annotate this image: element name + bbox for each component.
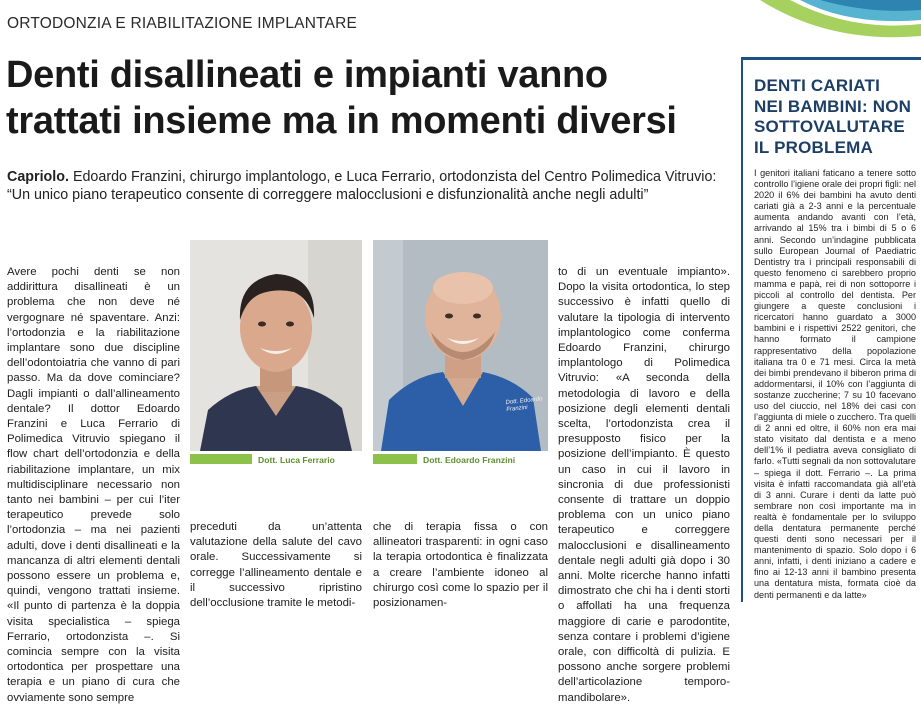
article-headline <box>6 52 736 144</box>
sidebar-title <box>754 76 914 158</box>
sidebar-title-line-1: DENTI CARIATI <box>754 76 880 95</box>
column-3-text: che di terapia fissa o con allineatori trasparenti: in ogni caso la terapia ortodontica è finalizzata a creare l’ambiente idoneo al chirurgo così come lo spazio per il posizionamen- <box>373 521 548 610</box>
sidebar-title-line-4: IL PROBLEMA <box>754 137 874 157</box>
sidebar-title-line-2: NEI BAMBINI: NON <box>754 96 912 116</box>
article-column-1 <box>7 265 180 704</box>
article-column-4 <box>558 265 730 704</box>
sidebar-body-text: I genitori italiani faticano a tenere sotto controllo l’igiene orale dei propri figli: nel 2020 il 6% dei bambini ha avuto denti cariati già a 2-3 anni e la percentuale aumenta andando avanti con l’età, arrivando al 15% tra i bimbi di 5 o 6 anni. Secondo un’indagine pubblicata sullo European Journal of Paediatric Dentistry tra i principali responsabili di questo fenomeno ci sarebbero proprio mamma e papà, rei di non sottoporre i piccoli al controllo del dentista. Per giungere a queste conclusioni i ricercatori hanno guardato a 3000 bambini e i rispettivi 2522 genitori, che hanno formato il campione rappresentativo della popolazione italiana tra 0 e 71 mesi. Circa la metà dei bimbi prendevano il biberon prima di addormentarsi, il 10% con l’aggiunta di sostanze zuccherine; 7 su 10 facevano uso del ciuccio, nel 18% dei casi con l’aggiunta di miele o zucchero. Tra quelli di 2 anni ed oltre, il 60% non era mai stato visitato dal dentista e a meno dell’1% il pediatra aveva consigliato di farlo. «Tutti segnali da non sottovalutare – spiega il dott. Ferrario –. La prima visita è infatti raccomandata già all’età di 3 anni. Curare i denti da latte può sembrare non così importante ma in realtà è fondamentale per lo sviluppo della dentatura permanente perché questi denti sono necessari per il mantenimento di spazio. Solo dopo i 6 anni, infatti, i denti iniziano a cadere e fino ai 12-13 anni il bambino presenta una dentatura mista, formata cioè da denti permanenti e da latte» <box>754 168 916 600</box>
headline-line-2: trattati insieme ma in momenti diversi <box>6 100 677 142</box>
portrait-left-illustration <box>190 240 362 451</box>
sidebar-title-line-3: SOTTOVALUTARE <box>754 117 905 136</box>
lead-line-2: “Un unico piano terapeutico consente di correggere malocclusioni e disfunzionalità anche negli adulti” <box>7 187 649 203</box>
caption-edoardo-franzini: Dott. Edoardo Franzini <box>423 455 516 465</box>
headline-line-1: Denti disallineati e impianti vanno <box>6 54 608 96</box>
caption-bar-left <box>190 454 252 464</box>
lead-place: Capriolo. <box>7 169 69 185</box>
column-1-text: Avere pochi denti se non addirittura disallineati è un problema che non deve né vergognare né spaventare. Anzi: l’ortodonzia e la riabilitazione implantare sono due discipline dell’odontoiatria che vanno di pari passo. Ma da dove cominciare? Dagli impianti o dall’allineamento dentale? Il dottor Edoardo Franzini e Luca Ferrario di Polimedica Vitruvio spiegano il flow chart dell’ortodonzia e della riabilitazione implantare, un mix multidisciplinare necessario non tanto nei bambini – per cui l’iter terapeutico prevede solo l’ortodonzia – ma nei pazienti adulti, dove i denti disallineati e la mancanza di altri elementi dentali possono essere un problema e, quindi, vengono trattati insieme. «Il punto di partenza è la doppia visita specialistica – spiega Ferrario, ortodonzista –. Si comincia sempre con la visita ortodontica per prospettare una terapia e un piano di cura che ovviamente sono sempre <box>7 266 180 704</box>
column-4-text: to di un eventuale impianto». Dopo la visita ortodontica, lo step successivo è infatti quello di valutare la tipologia di intervento implantologico come conferma Edoardo Franzini, chirurgo implantologo di Polimedica Vitruvio: «A seconda della metodologia di lavoro e della posizione degli elementi dentali scelta, l’ortodonzista crea il presupposto fisico per la posizione dell’impianto. È questo un caso in cui il lavoro in sincronia di due professionisti consente di trattare un doppio problema con un unico piano terapeutico e correggere malocclusioni e disallineamento dentale negli adulti già dopo i 30 anni. Molte ricerche hanno infatti dimostrato che chi ha i denti storti o affollati ha una frequenza maggiore di carie e parodontite, senza contare i problemi d’igiene orale, con difficoltà di pulizia. E possono anche sorgere problemi dell’articolazione temporo-mandibolare». <box>558 266 730 704</box>
article-column-2 <box>190 520 362 610</box>
photo-luca-ferrario <box>190 240 362 451</box>
caption-luca-ferrario: Dott. Luca Ferrario <box>258 455 335 465</box>
portrait-right-illustration <box>373 240 548 451</box>
lead-line-1 <box>7 168 737 186</box>
lead-line-1-text: Edoardo Franzini, chirurgo implantologo, e Luca Ferrario, ortodonzista del Centro Polimedica Vitruvio: <box>68 169 717 185</box>
section-label: ORTODONZIA E RIABILITAZIONE IMPLANTARE <box>7 15 358 32</box>
article-lead <box>7 168 737 204</box>
sidebar-body <box>754 168 916 600</box>
sidebar-top-rule <box>741 57 921 60</box>
decorative-wave-graphic <box>760 0 921 58</box>
caption-bar-right <box>373 454 417 464</box>
article-column-3 <box>373 520 548 610</box>
photo-edoardo-franzini <box>373 240 548 451</box>
sidebar-left-rule <box>741 57 743 602</box>
scrubs-embroidery: Dott. Edoardo Franzini <box>505 396 543 414</box>
column-2-text: preceduti da un’attenta valutazione della salute del cavo orale. Successivamente si corregge l’allineamento dentale e il successivo ripristino dell’occlusione tramite le metodi- <box>190 521 362 610</box>
